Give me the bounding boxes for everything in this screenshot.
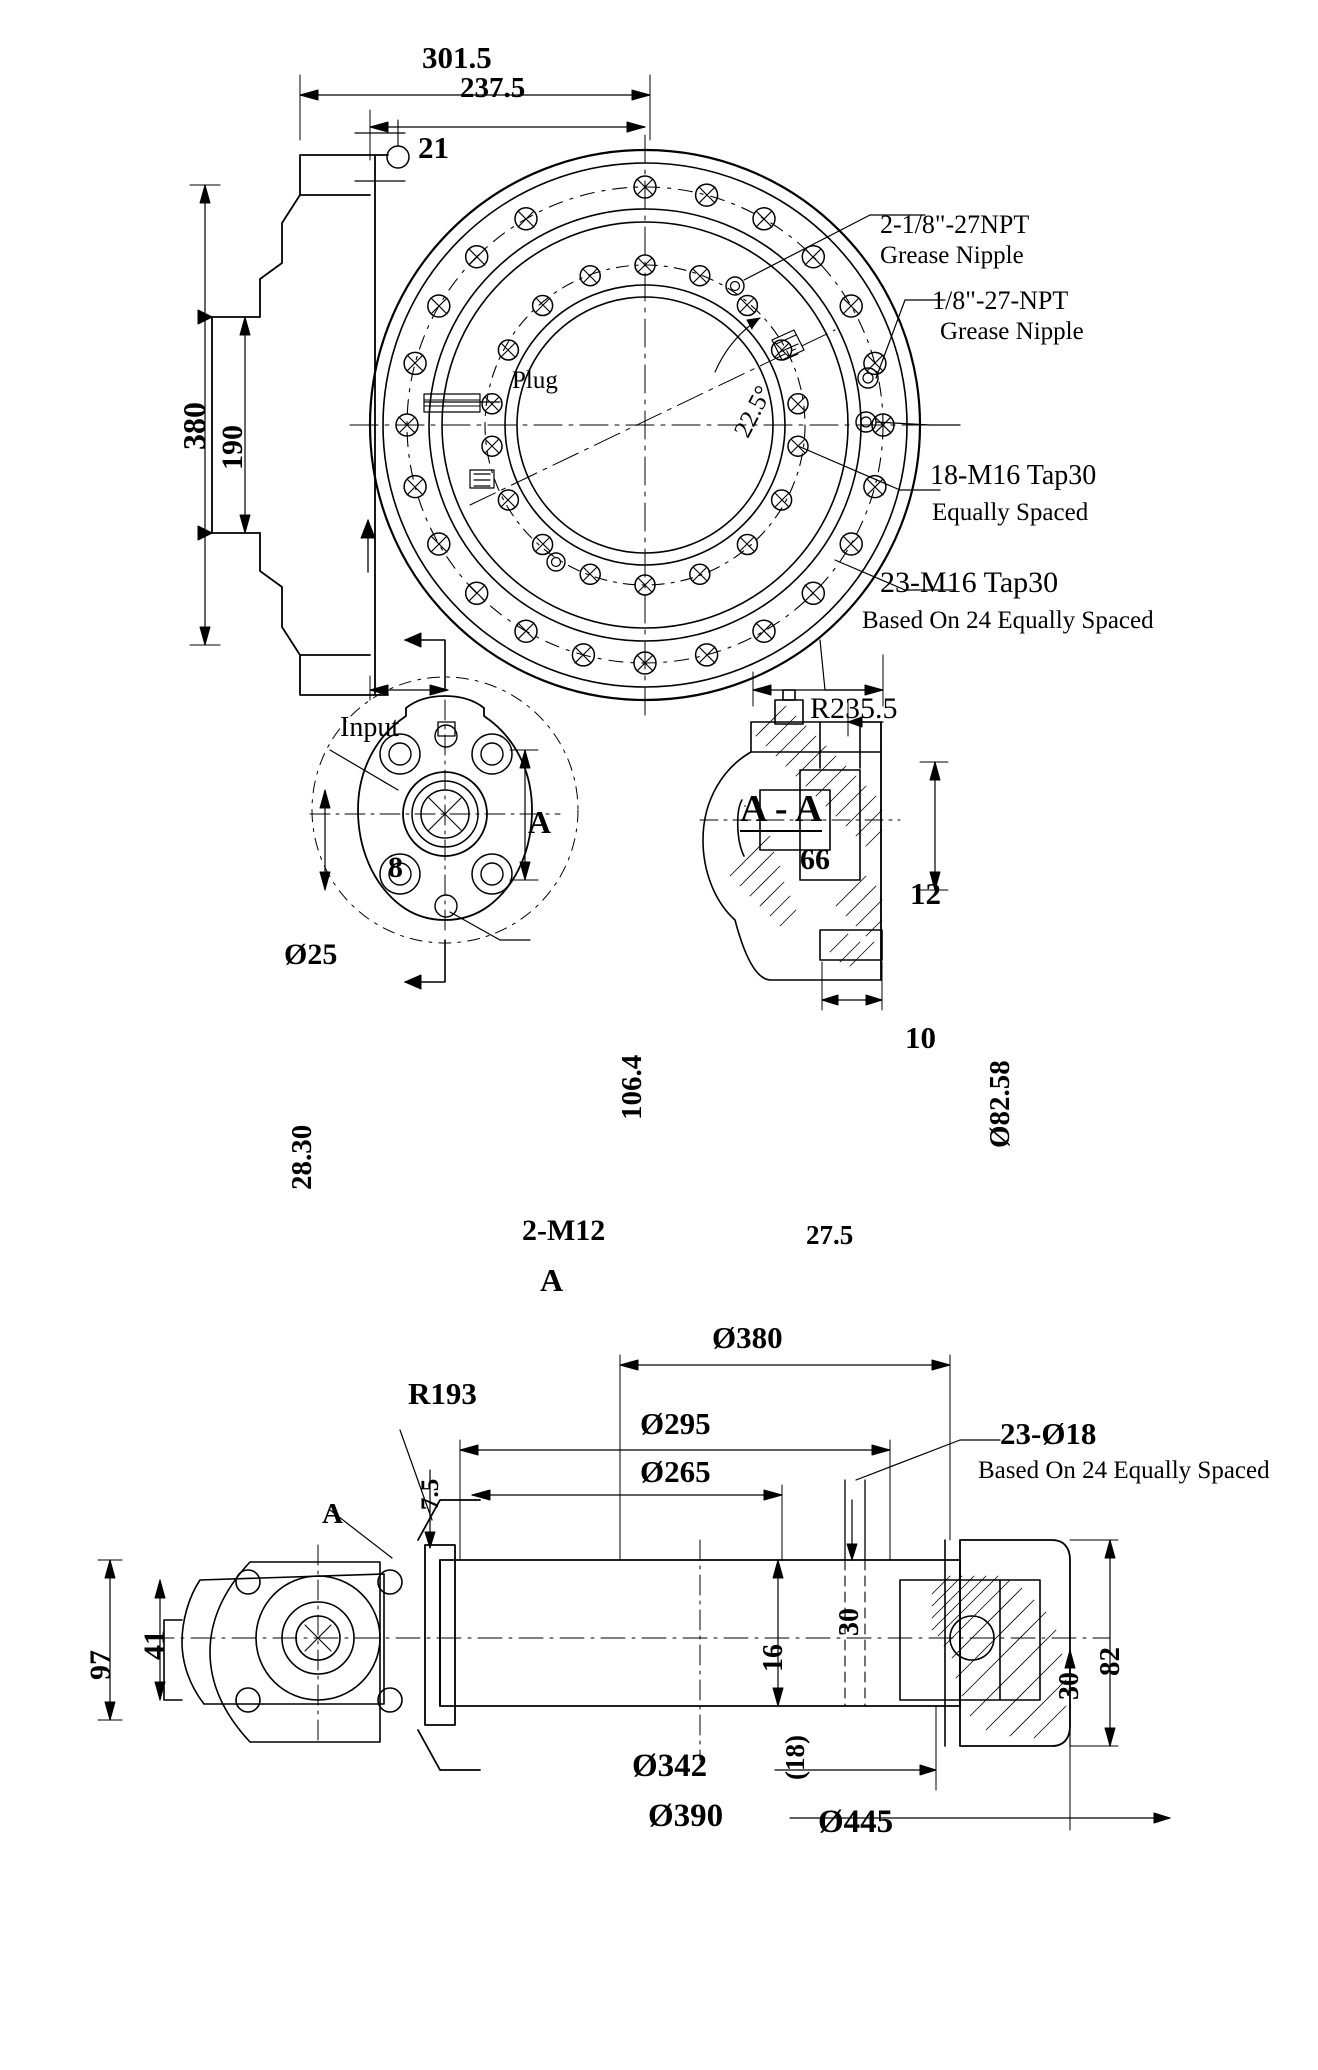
dim-d390: Ø390 — [648, 1798, 724, 1834]
input-label: Input — [340, 712, 400, 743]
note-tap-23b: Based On 24 Equally Spaced — [862, 607, 1154, 634]
dim-30-upper: 30 — [834, 1608, 865, 1636]
side-section-letter: A — [322, 1498, 343, 1530]
dim-30-lower: 30 — [1054, 1672, 1085, 1700]
angle-22-5: 22.5° — [729, 381, 778, 442]
dim-66: 66 — [800, 843, 830, 876]
dim-d25: Ø25 — [284, 938, 338, 971]
dim-d82-58: Ø82.58 — [984, 1060, 1016, 1148]
note-tap-18: 18-M16 Tap30 — [930, 460, 1097, 491]
dim-d445: Ø445 — [818, 1804, 894, 1840]
section-title: A - A — [740, 788, 823, 830]
dim-d265: Ø265 — [640, 1454, 711, 1489]
dim-106-4: 106.4 — [616, 1054, 648, 1120]
dim-41: 41 — [138, 1630, 171, 1660]
note-23-d18: 23-Ø18 — [1000, 1416, 1097, 1451]
dim-d342: Ø342 — [632, 1748, 708, 1784]
dim-190: 190 — [216, 425, 249, 470]
dim-16: 16 — [758, 1644, 789, 1672]
dim-97: 97 — [84, 1650, 117, 1680]
dim-d295: Ø295 — [640, 1406, 711, 1441]
section-mark-top: A — [528, 804, 552, 840]
note-grease-2: 1/8"-27-NPT — [932, 286, 1069, 315]
dim-18-paren: (18) — [780, 1735, 810, 1780]
dim-237-5: 237.5 — [460, 72, 526, 104]
note-grease-1: 2-1/8"-27NPT — [880, 210, 1030, 239]
dim-12: 12 — [910, 876, 941, 911]
note-tap-18b: Equally Spaced — [932, 499, 1089, 526]
dim-28-30: 28.30 — [286, 1124, 318, 1190]
dim-d380: Ø380 — [712, 1320, 783, 1355]
dim-27-5: 27.5 — [806, 1220, 854, 1250]
radius-r235-5: R235.5 — [810, 692, 898, 725]
dim-301-5: 301.5 — [422, 40, 492, 75]
dim-r193: R193 — [408, 1376, 477, 1411]
note-grease-1b: Grease Nipple — [880, 242, 1024, 269]
note-2-m12: 2-M12 — [522, 1214, 606, 1247]
dim-21: 21 — [418, 130, 449, 165]
note-grease-2b: Grease Nipple — [940, 318, 1084, 345]
section-mark-bottom: A — [540, 1262, 564, 1298]
dim-7-5: 7.5 — [417, 1478, 444, 1510]
note-tap-23: 23-M16 Tap30 — [880, 566, 1059, 599]
dim-8: 8 — [388, 851, 403, 884]
dim-82: 82 — [1094, 1647, 1126, 1676]
dim-380: 380 — [176, 402, 212, 450]
plug-label: Plug — [512, 367, 558, 394]
note-23-d18b: Based On 24 Equally Spaced — [978, 1457, 1270, 1484]
dim-10: 10 — [905, 1020, 936, 1055]
